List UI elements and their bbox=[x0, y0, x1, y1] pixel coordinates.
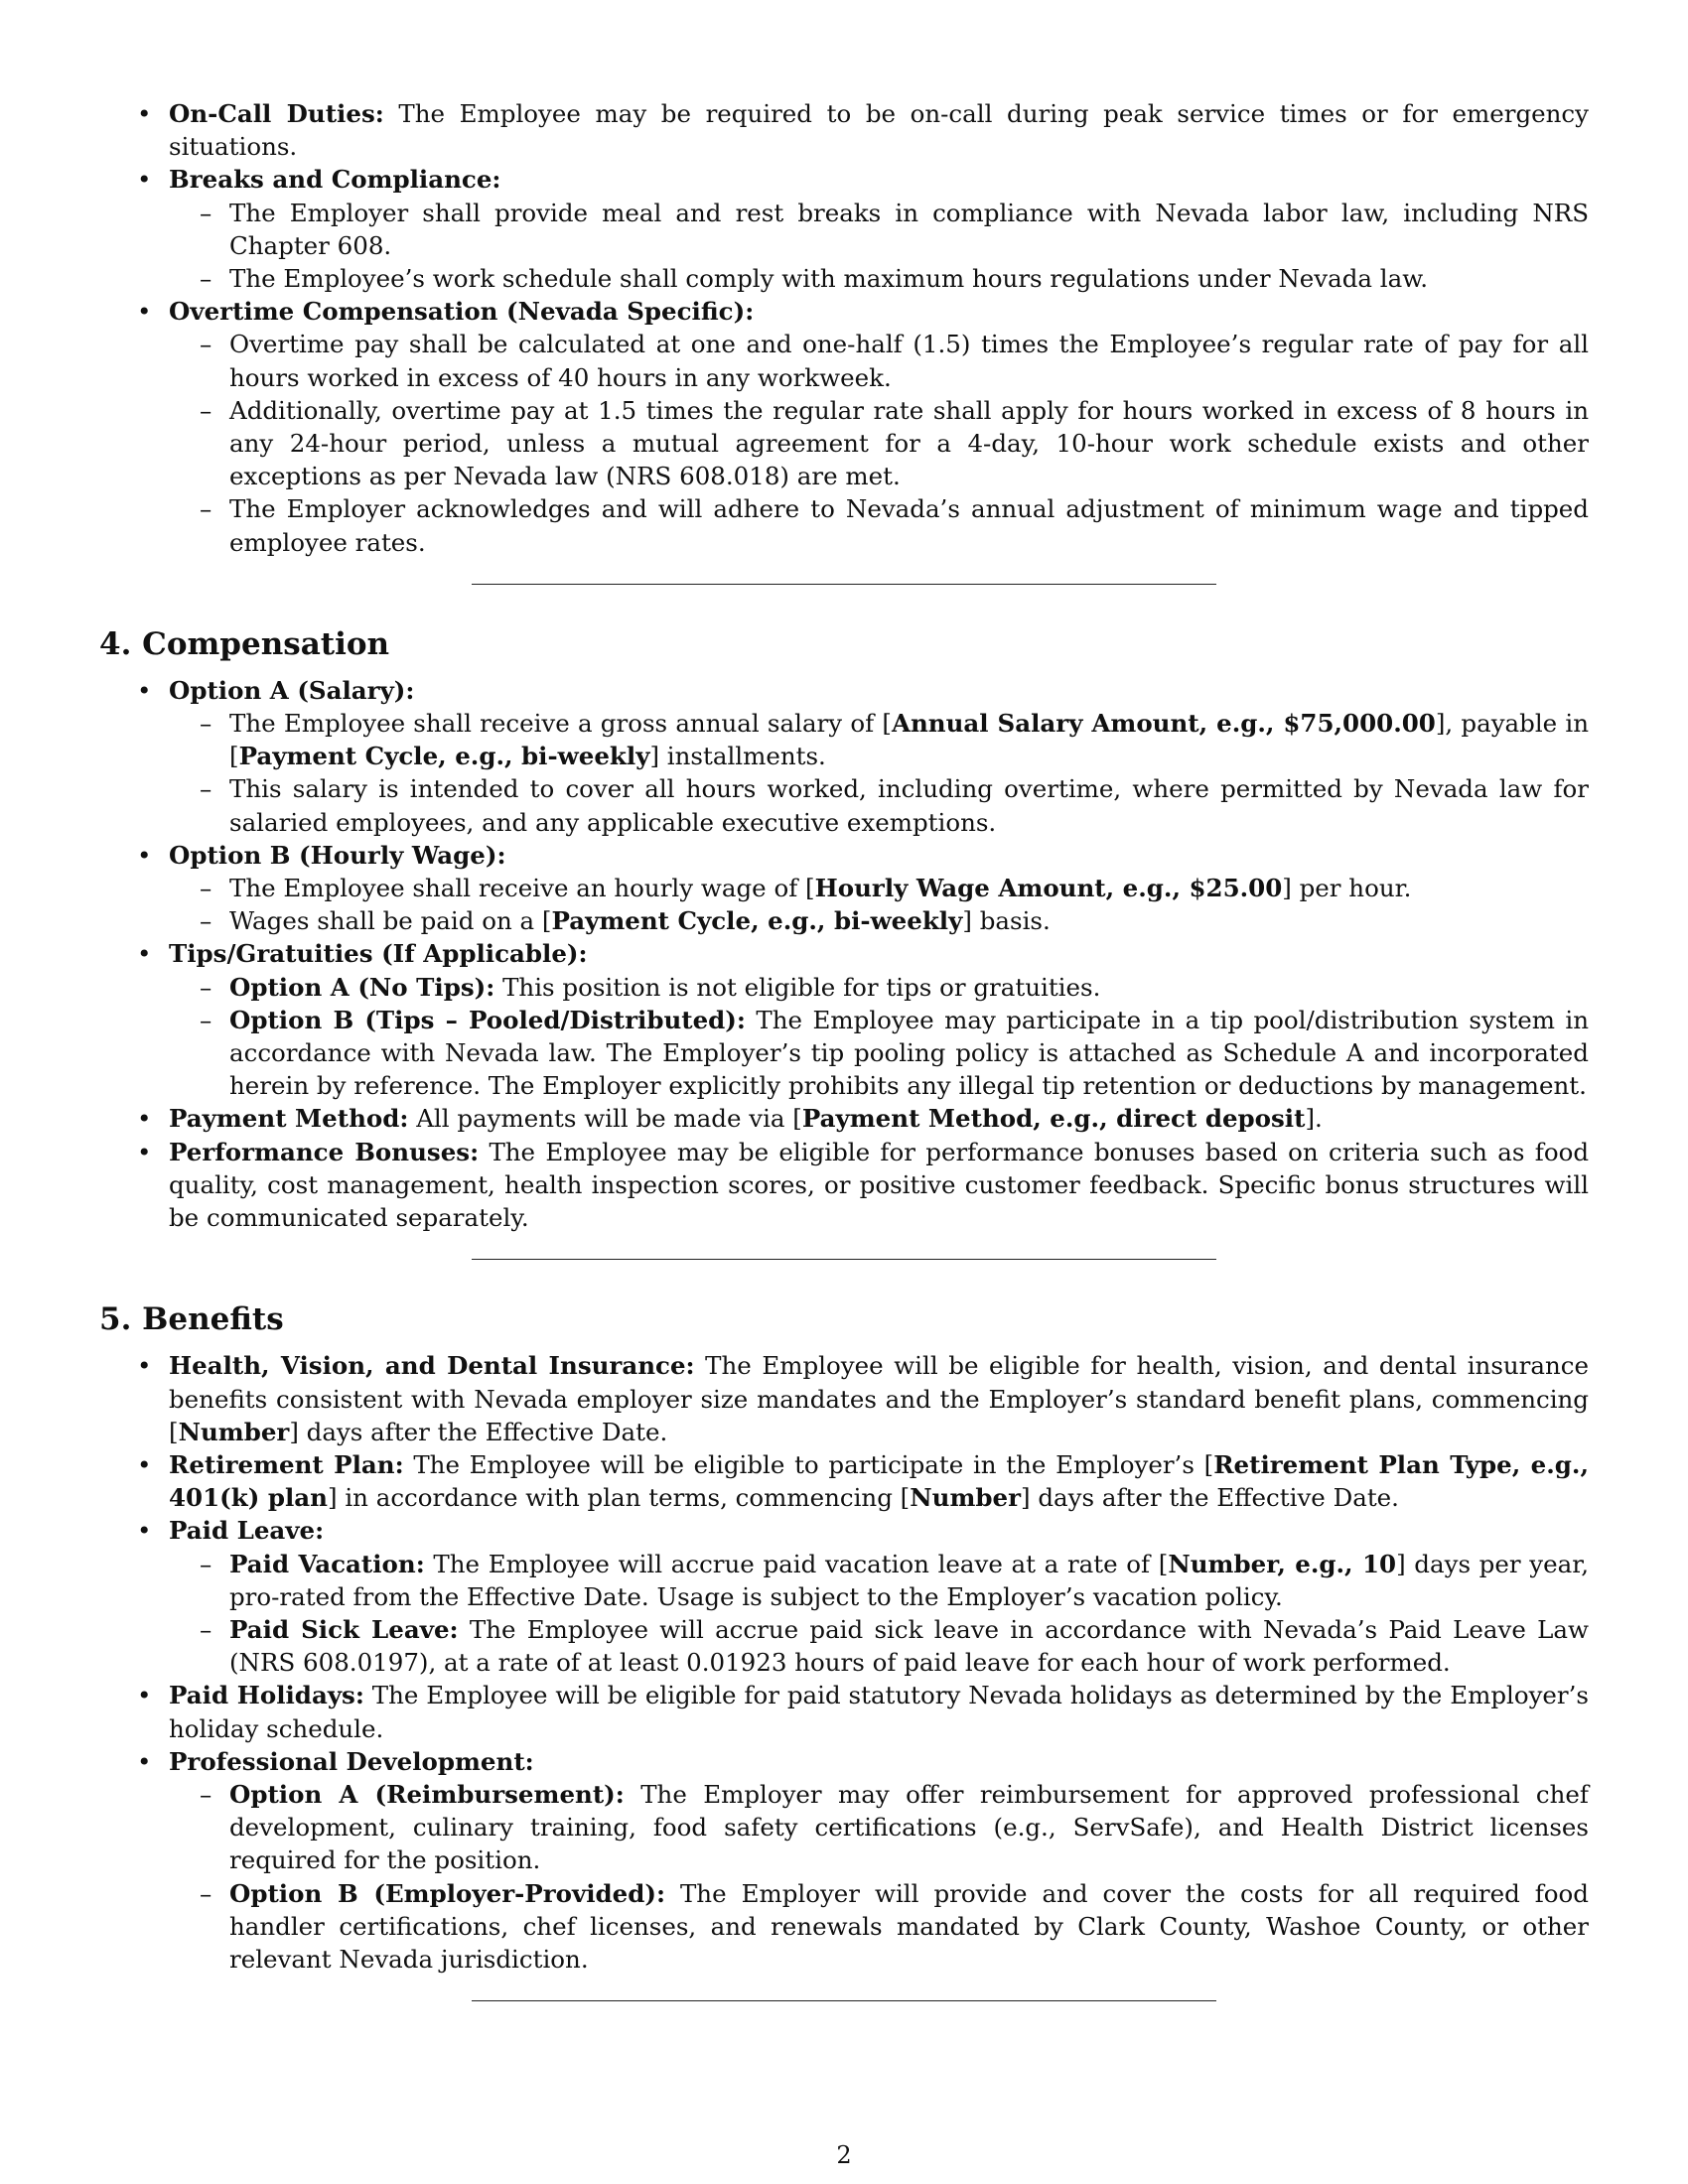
text: ] in accordance with plan terms, commencing [ bbox=[327, 1483, 911, 1513]
sub-item bbox=[169, 1004, 1589, 1103]
item-label: Performance Bonuses: bbox=[169, 1137, 480, 1166]
placeholder-field: Payment Method, e.g., direct deposit bbox=[801, 1104, 1306, 1134]
duties-list bbox=[99, 97, 1589, 559]
text: ] per hour. bbox=[1282, 874, 1412, 903]
text: ], payable in [ bbox=[229, 709, 1589, 771]
list-item-holidays bbox=[99, 1679, 1589, 1744]
sub-list bbox=[169, 1778, 1589, 1976]
item-label: Paid Holidays: bbox=[169, 1681, 364, 1710]
text: This position is not eligible for tips or gratuities. bbox=[494, 972, 1101, 1002]
sub-item-label: Option B (Tips – Pooled/Distributed): bbox=[229, 1005, 746, 1034]
text: The Employer will provide and cover the costs for all required food handler certifications, chef licenses, and renewals mandated by Clark County, Washoe County, or other relevant Nevada jurisdiction. bbox=[229, 1878, 1589, 1974]
sub-item bbox=[169, 971, 1589, 1004]
benefits-list bbox=[99, 1349, 1589, 1976]
text: ]. bbox=[1305, 1104, 1323, 1134]
sub-item-label: Option A (No Tips): bbox=[229, 972, 495, 1002]
item-text: The Employee may be required to be on-call during peak service times or for emergency situations. bbox=[169, 99, 1589, 162]
text: The Employee will accrue paid vacation leave at a rate of [ bbox=[424, 1549, 1169, 1578]
sub-item bbox=[169, 707, 1589, 772]
sub-item: – Overtime pay shall be calculated at one and one-half (1.5) times the Employee’s regular rate of pay for all hours worked in excess of 40 hours in any workweek. bbox=[169, 328, 1589, 393]
sub-item-label: Paid Vacation: bbox=[229, 1549, 425, 1578]
sub-list bbox=[169, 707, 1589, 839]
text: The Employee will be eligible for health, vision, and dental insurance benefits consistent with Nevada employer size mandates and the Employer’s standard benefit plans, commencing [ bbox=[169, 1351, 1589, 1446]
text: ] basis. bbox=[962, 906, 1051, 936]
item-label: Retirement Plan: bbox=[169, 1449, 404, 1479]
list-item-professional-development bbox=[99, 1745, 1589, 1976]
list-item-paid-leave bbox=[99, 1514, 1589, 1679]
text: The Employer may offer reimbursement for approved professional chef development, culinary training, food safety certifications (e.g., ServSafe), and Health District licenses required for the position. bbox=[229, 1779, 1590, 1875]
text: The Employee shall receive an hourly wage of [ bbox=[229, 874, 815, 903]
list-item-retirement bbox=[99, 1448, 1589, 1514]
item-label: On-Call Duties: bbox=[169, 99, 384, 128]
item-label: Health, Vision, and Dental Insurance: bbox=[169, 1351, 695, 1381]
placeholder-field: Annual Salary Amount, e.g., $75,000.00 bbox=[891, 709, 1436, 739]
compensation-list bbox=[99, 674, 1589, 1234]
text: The Employee will be eligible for paid statutory Nevada holidays as determined by the Employer’s holiday schedule. bbox=[169, 1681, 1589, 1743]
text: ] days after the Effective Date. bbox=[289, 1417, 668, 1446]
sub-item: – This salary is intended to cover all hours worked, including overtime, where permitted by Nevada law for salaried employees, and any applicable executive exemptions. bbox=[169, 772, 1589, 838]
sub-item-label: Paid Sick Leave: bbox=[229, 1614, 459, 1644]
page-number: 2 bbox=[836, 2141, 852, 2169]
sub-list bbox=[169, 328, 1589, 558]
list-item-on-call bbox=[99, 97, 1589, 163]
sub-item bbox=[169, 904, 1589, 937]
item-label: Option B (Hourly Wage): bbox=[169, 840, 506, 870]
text: The Employee will accrue paid sick leave in accordance with Nevada’s Paid Leave Law (NRS 608.0197), at a rate of at least 0.01923 hours of paid leave for each hour of work performed. bbox=[229, 1614, 1589, 1678]
section-divider bbox=[472, 584, 1216, 585]
item-label: Professional Development: bbox=[169, 1746, 534, 1776]
list-item-option-a-salary bbox=[99, 674, 1589, 839]
section-heading-benefits: 5. Benefits bbox=[99, 1301, 284, 1338]
item-label: Payment Method: bbox=[169, 1104, 409, 1134]
item-label: Paid Leave: bbox=[169, 1516, 325, 1546]
text: Wages shall be paid on a [ bbox=[229, 906, 552, 936]
sub-item: – Additionally, overtime pay at 1.5 times the regular rate shall apply for hours worked in excess of 8 hours in any 24-hour period, unless a mutual agreement for a 4-day, 10-hour work schedule exists and other exceptions as per Nevada law (NRS 608.018) are met. bbox=[169, 394, 1589, 493]
list-item-payment-method bbox=[99, 1102, 1589, 1135]
text: All payments will be made via [ bbox=[408, 1104, 802, 1134]
text: ] days after the Effective Date. bbox=[1021, 1483, 1399, 1513]
sub-list bbox=[169, 197, 1589, 296]
section-divider bbox=[472, 2000, 1216, 2001]
sub-item: – The Employee’s work schedule shall comply with maximum hours regulations under Nevada law. bbox=[169, 262, 1589, 295]
placeholder-field: Retirement Plan Type, e.g., 401(k) plan bbox=[169, 1449, 1589, 1513]
sub-item bbox=[169, 1877, 1589, 1977]
placeholder-field: Number bbox=[910, 1483, 1021, 1513]
sub-item: – The Employer shall provide meal and rest breaks in compliance with Nevada labor law, including NRS Chapter 608. bbox=[169, 197, 1589, 262]
sub-list bbox=[169, 1548, 1589, 1680]
sub-item bbox=[169, 872, 1589, 904]
sub-item bbox=[169, 1613, 1589, 1679]
text: ] installments. bbox=[649, 742, 826, 771]
sub-item-label: Option B (Employer-Provided): bbox=[229, 1878, 665, 1908]
section-divider bbox=[472, 1259, 1216, 1260]
text: The Employee shall receive a gross annual salary of [ bbox=[229, 709, 892, 739]
section-heading-compensation: 4. Compensation bbox=[99, 625, 390, 662]
sub-item-label: Option A (Reimbursement): bbox=[229, 1779, 625, 1809]
sub-item: – The Employer acknowledges and will adhere to Nevada’s annual adjustment of minimum wage and tipped employee rates. bbox=[169, 492, 1589, 558]
text: ] days per year, pro-rated from the Effective Date. Usage is subject to the Employer’s vacation policy. bbox=[229, 1549, 1590, 1611]
list-item-overtime bbox=[99, 295, 1589, 559]
sub-list bbox=[169, 872, 1589, 937]
placeholder-field: Number bbox=[178, 1417, 290, 1446]
placeholder-field: Payment Cycle, e.g., bi-weekly bbox=[238, 742, 650, 771]
list-item-breaks bbox=[99, 163, 1589, 295]
item-label: Breaks and Compliance: bbox=[169, 165, 501, 195]
list-item-bonuses bbox=[99, 1136, 1589, 1235]
sub-item bbox=[169, 1548, 1589, 1613]
sub-item bbox=[169, 1778, 1589, 1877]
text: The Employee may be eligible for performance bonuses based on criteria such as food quality, cost management, health inspection scores, or positive customer feedback. Specific bonus structures will be communicated separately. bbox=[169, 1137, 1590, 1233]
placeholder-field: Payment Cycle, e.g., bi-weekly bbox=[551, 906, 963, 936]
text: The Employee may participate in a tip pool/distribution system in accordance with Nevada law. The Employer’s tip pooling policy is attached as Schedule A and incorporated herein by reference. The Employer explicitly prohibits any illegal tip retention or deductions by management. bbox=[229, 1005, 1589, 1101]
placeholder-field: Number, e.g., 10 bbox=[1168, 1549, 1397, 1578]
item-label: Option A (Salary): bbox=[169, 675, 415, 705]
item-label: Overtime Compensation (Nevada Specific): bbox=[169, 297, 755, 327]
list-item-insurance bbox=[99, 1349, 1589, 1448]
list-item-tips bbox=[99, 937, 1589, 1102]
placeholder-field: Hourly Wage Amount, e.g., $25.00 bbox=[814, 874, 1283, 903]
list-item-option-b-hourly bbox=[99, 839, 1589, 938]
text: The Employee will be eligible to participate in the Employer’s [ bbox=[403, 1449, 1214, 1479]
sub-list bbox=[169, 971, 1589, 1103]
item-label: Tips/Gratuities (If Applicable): bbox=[169, 939, 588, 969]
